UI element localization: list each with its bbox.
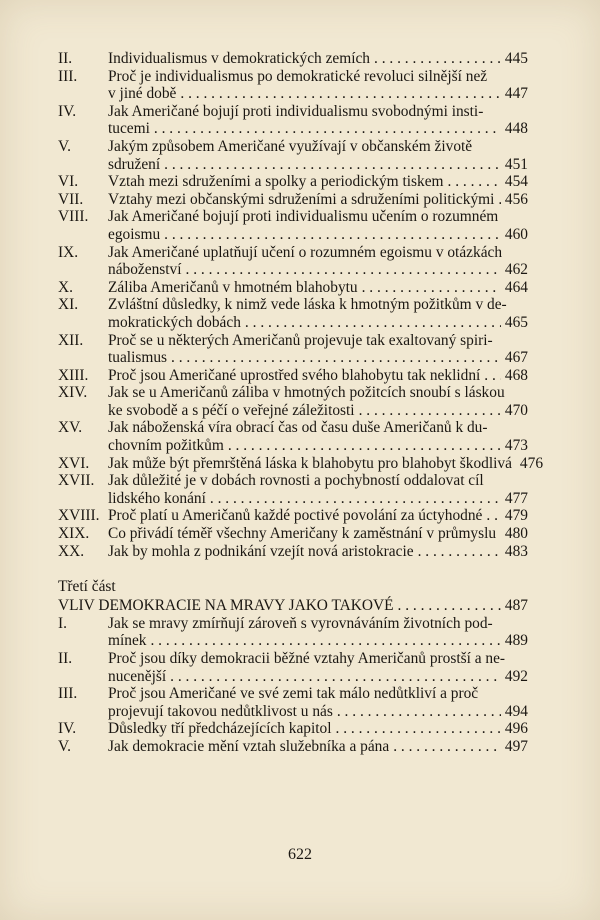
toc-entry <box>58 419 528 454</box>
entry-last-line <box>108 314 528 332</box>
entry-last-line <box>108 543 528 561</box>
chapter-number: XVIII. <box>58 507 100 525</box>
toc-entry <box>58 738 528 756</box>
chapter-number: III. <box>58 685 78 703</box>
leader-dots <box>337 703 501 721</box>
leader-dots <box>484 367 501 385</box>
chapter-number: X. <box>58 278 73 296</box>
entry-text-end: chovním požitkům <box>108 437 224 455</box>
entry-text: Jak se mravy zmírňují zároveň s vyrovnáváním životních pod- <box>108 614 493 632</box>
entry-text: Zvláštní důsledky, k nimž vede láska k hmotným požitkům v de- <box>108 296 507 314</box>
toc-entry <box>58 244 528 279</box>
section-page: 487 <box>504 596 528 614</box>
entry-body <box>108 191 528 209</box>
entry-body <box>108 103 528 138</box>
leader-dots <box>180 85 501 103</box>
toc-entry <box>58 296 528 331</box>
entry-last-line <box>108 173 528 191</box>
entry-text-end: tualismus <box>108 349 167 367</box>
entry-body <box>108 738 528 756</box>
entry-text: Proč jsou díky demokracii běžné vztahy Američanů prostší a ne- <box>108 650 506 667</box>
leader-dots <box>171 349 501 367</box>
chapter-number: V. <box>58 737 71 755</box>
entry-page: 479 <box>504 507 528 525</box>
entry-text: Jakým způsobem Američané využívají v občanském životě <box>108 137 473 155</box>
entry-text: Jak Američané bojují proti individualismu učením o rozumném <box>108 208 499 226</box>
entry-text-end: Vztah mezi sdruženími a spolky a periodickým tiskem <box>108 173 444 191</box>
leader-dots <box>486 507 501 525</box>
entry-last-line <box>108 668 528 686</box>
chapter-number: XIV. <box>58 384 88 402</box>
leader-dots <box>336 720 501 738</box>
entry-last-line <box>108 507 528 525</box>
toc-entry <box>58 454 544 473</box>
chapter-number: II. <box>58 650 73 667</box>
leader-dots <box>448 173 501 191</box>
entry-last-line <box>108 490 528 508</box>
entry-page: 451 <box>504 155 528 173</box>
toc-entry <box>58 332 528 367</box>
entry-page: 460 <box>504 225 528 243</box>
leader-dots <box>498 191 501 209</box>
entry-last-line <box>108 349 528 367</box>
chapter-number: XV. <box>58 419 83 437</box>
chapter-number: XIII. <box>58 366 89 384</box>
entry-text-end: lidského konání <box>108 489 206 507</box>
entry-last-line <box>108 738 528 756</box>
entry-text-end: náboženství <box>108 261 182 279</box>
entry-body <box>108 720 528 738</box>
entry-page: 448 <box>504 120 528 138</box>
entry-body <box>108 208 528 243</box>
chapter-list <box>58 50 544 560</box>
chapter-number: III. <box>58 67 78 85</box>
entry-text: Jak Američané bojují proti individualismu svobodnými insti- <box>108 102 484 120</box>
entry-page: 456 <box>504 190 528 208</box>
entry-text-end: Proč platí u Američanů každé poctivé povolání za úctyhodné <box>108 507 483 525</box>
entry-text: Jak Američané uplatňují učení o rozumném egoismu v otázkách <box>108 243 503 261</box>
entry-body <box>108 419 528 454</box>
entry-text-end: mínek <box>108 632 147 650</box>
toc-entry <box>58 367 528 385</box>
entry-body <box>108 296 528 331</box>
section-title: VLIV DEMOKRACIE NA MRAVY JAKO TAKOVÉ <box>58 596 394 614</box>
entry-body <box>108 507 528 525</box>
entry-text-end: Vztahy mezi občanskými sdruženími a sdruženími politickými <box>108 190 495 208</box>
entry-last-line <box>108 226 528 244</box>
entry-page: 465 <box>504 313 528 331</box>
leader-dots <box>359 402 501 420</box>
entry-last-line <box>108 191 528 209</box>
entry-page: 464 <box>504 278 528 296</box>
entry-page: 468 <box>504 366 528 384</box>
chapter-number: I. <box>58 614 67 632</box>
chapter-number: XVII. <box>58 472 95 490</box>
leader-dots <box>500 525 501 543</box>
entry-body <box>108 685 528 720</box>
toc-entry <box>58 615 528 650</box>
chapter-number: II. <box>58 50 73 67</box>
toc-entry <box>58 68 528 103</box>
leader-dots <box>170 668 501 686</box>
entry-page: 489 <box>504 632 528 650</box>
toc-entry <box>58 650 528 685</box>
leader-dots <box>164 226 501 244</box>
chapter-list-part-three <box>58 615 528 756</box>
entry-last-line <box>108 720 528 738</box>
leader-dots <box>245 314 501 332</box>
entry-last-line <box>108 402 528 420</box>
toc-entry <box>58 720 528 738</box>
chapter-number: XVI. <box>58 454 90 472</box>
leader-dots <box>154 120 501 138</box>
chapter-number: V. <box>58 137 71 155</box>
entry-body <box>108 454 544 473</box>
entry-body <box>108 543 528 561</box>
toc-entry <box>58 543 528 561</box>
entry-page: 480 <box>504 525 528 543</box>
toc-entry <box>58 50 528 68</box>
entry-page: 496 <box>504 720 528 738</box>
entry-text-end: egoismu <box>108 225 161 243</box>
entry-text-end: tucemi <box>108 120 150 138</box>
entry-page: 476 <box>519 454 544 472</box>
table-of-contents <box>58 50 544 756</box>
entry-page: 462 <box>504 261 528 279</box>
entry-text: Jak náboženská víra obrací čas od času duše Američanů k du- <box>108 419 488 437</box>
toc-entry <box>58 191 528 209</box>
entry-text-end: Jak demokracie mění vztah služebníka a pána <box>108 737 390 755</box>
entry-last-line <box>108 156 528 174</box>
toc-entry <box>58 525 528 543</box>
chapter-number: XX. <box>58 542 85 560</box>
entry-text-end: Záliba Američanů v hmotném blahobytu <box>108 278 358 296</box>
entry-last-line <box>108 279 528 297</box>
entry-text-end: projevují takovou nedůtklivost u nás <box>108 702 333 720</box>
entry-page: 445 <box>504 50 528 67</box>
entry-body <box>108 138 528 173</box>
entry-body <box>108 279 528 297</box>
entry-text-end: Jak může být přemrštěná láska k blahobytu pro blahobyt škodlivá <box>108 454 512 472</box>
entry-last-line <box>108 50 528 68</box>
part-label: Třetí část <box>58 578 116 596</box>
toc-entry <box>58 472 528 507</box>
leader-dots <box>186 261 501 279</box>
toc-entry <box>58 507 528 525</box>
entry-body <box>108 525 528 543</box>
leader-dots <box>150 632 500 650</box>
entry-body <box>108 384 528 419</box>
entry-body <box>108 68 528 103</box>
chapter-number: XIX. <box>58 525 90 543</box>
toc-entry <box>58 173 528 191</box>
entry-body <box>108 367 528 385</box>
chapter-number: XI. <box>58 296 79 314</box>
leader-dots <box>418 543 501 561</box>
entry-text-end: nucenější <box>108 667 167 685</box>
entry-last-line <box>108 703 528 721</box>
entry-text-end: Důsledky tří předcházejících kapitol <box>108 720 332 738</box>
leader-dots <box>164 156 501 174</box>
entry-body <box>108 332 528 367</box>
page-number: 622 <box>288 846 312 863</box>
entry-last-line <box>108 632 528 650</box>
toc-entry <box>58 685 528 720</box>
entry-page: 467 <box>504 349 528 367</box>
leader-dots <box>228 437 501 455</box>
entry-text: Proč je individualismus po demokratické revoluci silnější než <box>108 67 488 85</box>
entry-body <box>108 244 528 279</box>
entry-text-end: Proč jsou Američané uprostřed svého blahobytu tak neklidní <box>108 366 481 384</box>
entry-last-line <box>108 120 528 138</box>
toc-entry <box>58 384 528 419</box>
entry-last-line <box>108 85 528 103</box>
chapter-number: VII. <box>58 190 84 208</box>
entry-page: 470 <box>504 401 528 419</box>
entry-body <box>108 472 528 507</box>
toc-entry <box>58 103 528 138</box>
chapter-number: IX. <box>58 243 79 261</box>
leader-dots <box>393 738 501 756</box>
chapter-number: IV. <box>58 102 77 120</box>
entry-text-end: v jiné době <box>108 85 177 103</box>
entry-page: 483 <box>504 542 528 560</box>
entry-last-line <box>108 437 528 455</box>
entry-page: 454 <box>504 173 528 191</box>
entry-last-line <box>108 261 528 279</box>
entry-page: 494 <box>504 702 528 720</box>
toc-entry <box>58 208 528 243</box>
section-heading <box>58 596 528 615</box>
entry-page: 447 <box>504 85 528 103</box>
entry-last-line <box>108 454 544 473</box>
entry-page: 497 <box>504 737 528 755</box>
entry-text-end: Individualismus v demokratických zemích <box>108 50 371 67</box>
entry-page: 473 <box>504 437 528 455</box>
entry-page: 477 <box>504 489 528 507</box>
entry-text: Proč se u některých Američanů projevuje tak exaltovaný spiri- <box>108 331 493 349</box>
entry-body <box>108 50 528 68</box>
entry-text-end: sdružení <box>108 155 161 173</box>
entry-text: Jak důležité je v dobách rovnosti a pochybností oddalovat cíl <box>108 472 484 490</box>
chapter-number: VIII. <box>58 208 89 226</box>
entry-text: Jak se u Američanů záliba v hmotných požitcích snoubí s láskou <box>108 384 505 402</box>
entry-last-line <box>108 525 528 543</box>
chapter-number: VI. <box>58 173 79 191</box>
chapter-number: IV. <box>58 720 77 738</box>
entry-text: Proč jsou Američané ve své zemi tak málo nedůtkliví a proč <box>108 685 479 703</box>
leader-dots <box>374 50 501 68</box>
entry-text-end: Co přivádí téměř všechny Američany k zaměstnání v průmyslu <box>108 525 497 543</box>
toc-entry <box>58 138 528 173</box>
leader-dots <box>398 596 501 615</box>
entry-text-end: ke svobodě a s péčí o veřejné záležitosti <box>108 401 355 419</box>
entry-body <box>108 650 528 685</box>
entry-text-end: Jak by mohla z podnikání vzejít nová aristokracie <box>108 542 414 560</box>
toc-entry <box>58 279 528 297</box>
entry-body <box>108 615 528 650</box>
chapter-number: XII. <box>58 331 84 349</box>
entry-body <box>108 173 528 191</box>
entry-last-line <box>108 367 528 385</box>
entry-text-end: mokratických dobách <box>108 313 241 331</box>
leader-dots <box>210 490 501 508</box>
entry-page: 492 <box>504 667 528 685</box>
leader-dots <box>362 279 501 297</box>
